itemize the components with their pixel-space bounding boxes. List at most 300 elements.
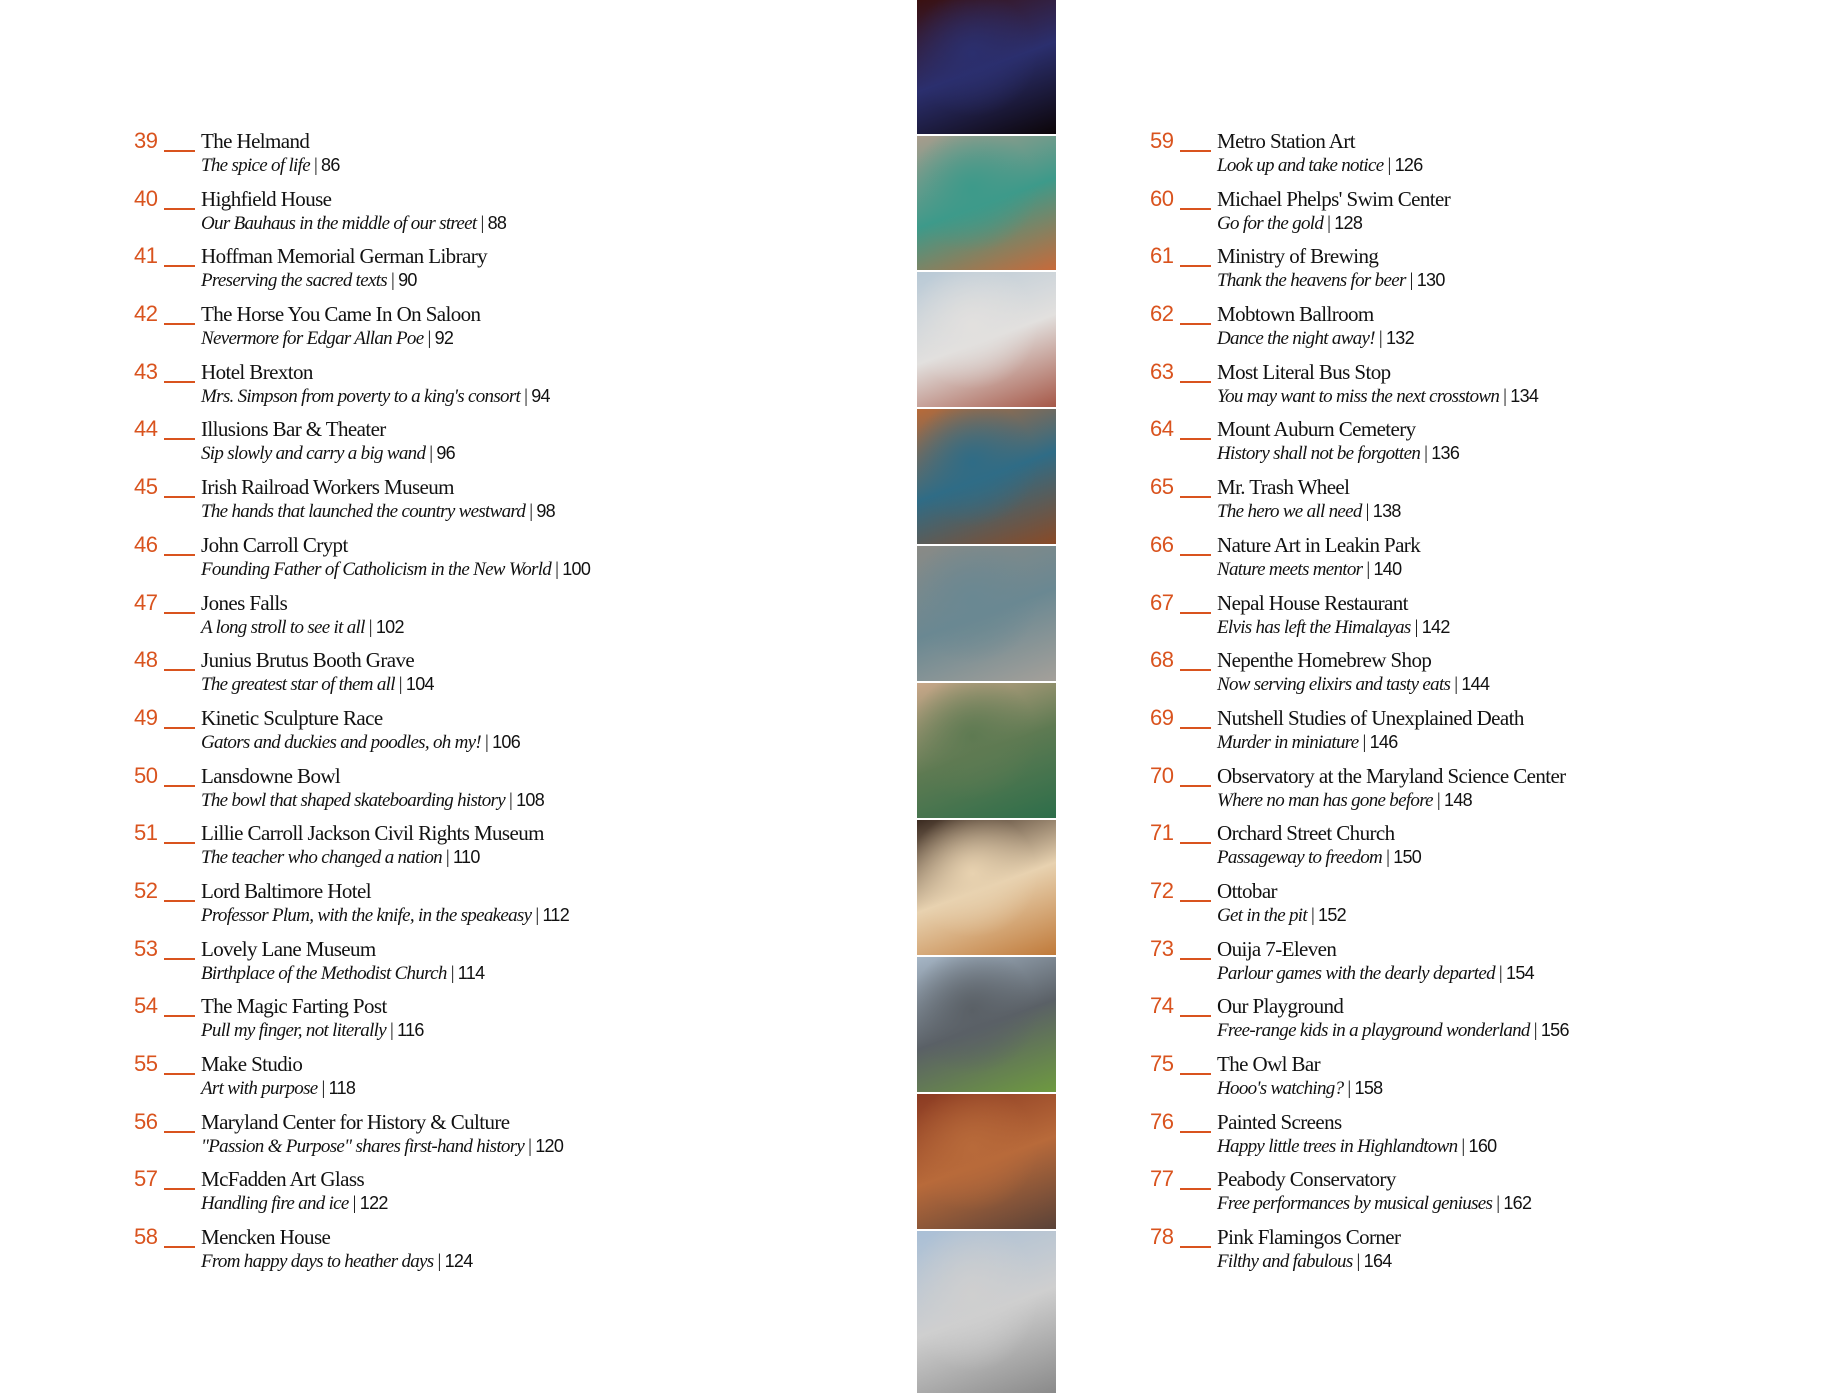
entry-body xyxy=(201,129,340,178)
entry-number: 45 xyxy=(134,474,158,500)
entry-number: 75 xyxy=(1150,1051,1174,1076)
entry-title: Ministry of Brewing xyxy=(1217,244,1379,269)
entry-page-number: 128 xyxy=(1334,212,1363,233)
entry-separator: | xyxy=(480,212,484,234)
entry-subtitle xyxy=(201,326,480,351)
entry-rule-divider xyxy=(1180,1246,1211,1248)
entry-body xyxy=(1217,591,1450,640)
entry-body xyxy=(1217,417,1459,466)
entry-subtitle xyxy=(201,1076,355,1101)
entry-number: 55 xyxy=(134,1051,158,1076)
entry-rule-divider xyxy=(164,958,195,960)
photo-thumbnail xyxy=(917,272,1056,409)
entry-page-number: 162 xyxy=(1503,1193,1532,1214)
entry-body xyxy=(201,879,569,928)
entry-body xyxy=(1217,533,1420,582)
entry-separator: | xyxy=(1461,1135,1465,1157)
entry-rule-divider xyxy=(164,150,195,152)
entry-tagline: "Passion & Purpose" shares first-hand history xyxy=(201,1135,525,1157)
entry-tagline: Passageway to freedom xyxy=(1217,847,1383,869)
entry-tagline: Free performances by musical geniuses xyxy=(1217,1193,1493,1215)
entry-body xyxy=(201,764,544,813)
entry-tagline: A long stroll to see it all xyxy=(201,616,365,638)
entry-rule-divider xyxy=(1180,265,1211,267)
entry-title: Mencken House xyxy=(201,1225,331,1250)
entry-separator: | xyxy=(1356,1251,1360,1273)
entry-number: 48 xyxy=(134,647,158,673)
entry-number: 64 xyxy=(1150,416,1174,442)
entry-number: 39 xyxy=(134,128,158,153)
entry-subtitle xyxy=(1217,326,1414,351)
photo-thumbnail xyxy=(917,683,1056,820)
entry-body xyxy=(201,706,520,755)
entry-body xyxy=(1217,1052,1382,1101)
entry-page-number: 118 xyxy=(328,1078,356,1098)
photo-thumbnail xyxy=(917,1231,1056,1395)
photo-thumbnail xyxy=(917,546,1056,683)
entry-tagline: The greatest star of them all xyxy=(201,674,395,696)
entry-tagline: Mrs. Simpson from poverty to a king's consort xyxy=(201,385,521,407)
entry-rule-divider xyxy=(1180,1073,1211,1075)
entry-number: 49 xyxy=(134,704,158,730)
entry-title: Maryland Center for History & Culture xyxy=(201,1109,510,1134)
entry-subtitle xyxy=(1217,384,1538,409)
entry-tagline: Pull my finger, not literally xyxy=(201,1020,386,1042)
entry-page-number: 86 xyxy=(321,155,340,175)
entry-title: Kinetic Sculpture Race xyxy=(201,705,383,730)
entry-tagline: Handling fire and ice xyxy=(201,1193,349,1215)
entry-title: Illusions Bar & Theater xyxy=(201,417,386,442)
photo-thumbnail xyxy=(917,0,1056,136)
entry-number: 68 xyxy=(1150,647,1174,673)
entry-page-number: 120 xyxy=(535,1135,564,1156)
entry-subtitle xyxy=(1217,268,1445,293)
entry-title: Peabody Conservatory xyxy=(1217,1167,1396,1192)
entry-page-number: 134 xyxy=(1510,385,1539,406)
entry-subtitle xyxy=(201,788,544,813)
entry-number: 67 xyxy=(1150,589,1174,615)
entry-page-number: 150 xyxy=(1393,847,1422,868)
entry-body xyxy=(1217,360,1538,409)
entry-separator: | xyxy=(1327,212,1331,234)
entry-subtitle xyxy=(1217,961,1534,986)
entry-title: Metro Station Art xyxy=(1217,129,1355,153)
entry-rule-divider xyxy=(164,612,195,614)
entry-title: Highfield House xyxy=(201,186,332,211)
entry-separator: | xyxy=(524,385,528,407)
photo-thumbnail xyxy=(917,820,1056,957)
entry-title: Mount Auburn Cemetery xyxy=(1217,417,1416,442)
entry-body xyxy=(1217,706,1524,755)
entry-page-number: 122 xyxy=(359,1193,388,1214)
entry-separator: | xyxy=(1436,789,1441,811)
entry-title: Most Literal Bus Stop xyxy=(1217,359,1391,384)
entry-subtitle xyxy=(201,903,569,928)
entry-number: 57 xyxy=(134,1166,158,1192)
entry-separator: | xyxy=(1533,1020,1537,1042)
entry-subtitle xyxy=(1217,499,1401,524)
entry-number: 63 xyxy=(1150,358,1174,384)
entry-subtitle xyxy=(1217,615,1450,640)
entry-subtitle xyxy=(1217,1076,1382,1101)
entry-tagline: Now serving elixirs and tasty eats xyxy=(1217,674,1451,696)
entry-separator: | xyxy=(1503,385,1507,407)
entry-body xyxy=(1217,302,1414,351)
entry-page-number: 154 xyxy=(1506,962,1534,983)
entry-tagline: Get in the pit xyxy=(1217,904,1307,926)
entry-title: Irish Railroad Workers Museum xyxy=(201,475,454,500)
entry-number: 66 xyxy=(1150,531,1174,557)
entry-page-number: 116 xyxy=(397,1020,424,1041)
entry-page-number: 156 xyxy=(1540,1020,1569,1041)
entry-rule-divider xyxy=(1180,900,1211,902)
entry-body xyxy=(1217,879,1346,928)
entry-subtitle xyxy=(201,441,455,466)
entry-rule-divider xyxy=(1180,1015,1211,1017)
entry-separator: | xyxy=(485,731,489,753)
entry-number: 77 xyxy=(1150,1166,1174,1192)
entry-subtitle xyxy=(201,730,520,755)
entry-rule-divider xyxy=(164,1131,195,1133)
entry-body xyxy=(201,937,484,986)
entry-number: 50 xyxy=(134,762,158,788)
entry-title: Hotel Brexton xyxy=(201,359,313,384)
entry-page-number: 98 xyxy=(536,501,555,522)
entry-rule-divider xyxy=(1180,438,1211,440)
photo-thumbnail xyxy=(917,409,1056,546)
entry-page-number: 142 xyxy=(1421,616,1450,637)
entry-body xyxy=(1217,475,1401,524)
entry-title: Pink Flamingos Corner xyxy=(1217,1225,1401,1250)
entry-body xyxy=(201,648,434,697)
entry-title: Our Playground xyxy=(1217,994,1344,1019)
entry-body xyxy=(201,994,424,1043)
entry-rule-divider xyxy=(1180,554,1211,556)
entry-separator: | xyxy=(398,674,402,696)
entry-page-number: 114 xyxy=(457,962,485,983)
entry-title: Nutshell Studies of Unexplained Death xyxy=(1217,705,1524,730)
entry-rule-divider xyxy=(1180,323,1211,325)
entry-body xyxy=(1217,244,1445,293)
entry-page-number: 108 xyxy=(516,789,545,810)
entry-page-number: 130 xyxy=(1416,270,1445,291)
entry-page-number: 102 xyxy=(375,616,404,637)
entry-number: 41 xyxy=(134,243,158,269)
entry-tagline: The hero we all need xyxy=(1217,501,1362,523)
entry-rule-divider xyxy=(1180,381,1211,383)
entry-page-number: 100 xyxy=(562,558,591,579)
entry-page-number: 140 xyxy=(1373,558,1402,579)
entry-body xyxy=(1217,764,1566,813)
entry-page-number: 146 xyxy=(1369,731,1398,752)
entry-body xyxy=(201,187,506,236)
entry-subtitle xyxy=(1217,1249,1400,1274)
photo-strip xyxy=(917,0,1056,1395)
entry-tagline: The teacher who changed a nation xyxy=(201,847,442,869)
entry-title: Lovely Lane Museum xyxy=(201,936,376,961)
entry-title: Mobtown Ballroom xyxy=(1217,302,1374,327)
entry-rule-divider xyxy=(1180,842,1211,844)
entry-tagline: The spice of life xyxy=(201,155,310,176)
entry-number: 53 xyxy=(134,935,158,961)
entry-rule-divider xyxy=(1180,496,1211,498)
entry-rule-divider xyxy=(164,265,195,267)
entry-number: 70 xyxy=(1150,762,1174,788)
entry-body xyxy=(201,1167,388,1216)
entry-separator: | xyxy=(1454,674,1458,696)
entry-body xyxy=(201,533,590,582)
entry-separator: | xyxy=(1496,1193,1500,1215)
entry-tagline: The hands that launched the country westward xyxy=(201,501,526,523)
entry-rule-divider xyxy=(1180,727,1211,729)
entry-number: 42 xyxy=(134,301,158,327)
entry-tagline: The bowl that shaped skateboarding history xyxy=(201,789,505,811)
entry-number: 40 xyxy=(134,185,158,211)
entry-title: Jones Falls xyxy=(201,590,288,615)
entry-tagline: Professor Plum, with the knife, in the speakeasy xyxy=(201,904,532,926)
entry-number: 46 xyxy=(134,531,158,557)
entry-title: Make Studio xyxy=(201,1052,303,1076)
entry-number: 73 xyxy=(1150,935,1174,961)
entry-separator: | xyxy=(508,789,513,811)
entry-number: 51 xyxy=(134,820,158,846)
entry-separator: | xyxy=(1365,501,1369,523)
entry-title: The Helmand xyxy=(201,129,310,153)
entry-rule-divider xyxy=(1180,958,1211,960)
entry-rule-divider xyxy=(164,900,195,902)
entry-subtitle xyxy=(1217,1191,1531,1216)
entry-separator: | xyxy=(391,270,395,292)
entry-rule-divider xyxy=(164,669,195,671)
entry-page-number: 112 xyxy=(542,904,570,925)
entry-number: 59 xyxy=(1150,128,1174,153)
entry-separator: | xyxy=(352,1193,356,1215)
entry-separator: | xyxy=(437,1251,441,1273)
entry-body xyxy=(201,821,544,870)
entry-number: 60 xyxy=(1150,185,1174,211)
entry-title: Lansdowne Bowl xyxy=(201,763,341,788)
entry-body xyxy=(1217,1225,1400,1274)
entry-subtitle xyxy=(1217,557,1420,582)
entry-number: 76 xyxy=(1150,1108,1174,1134)
entry-page-number: 126 xyxy=(1394,155,1423,175)
entry-title: Painted Screens xyxy=(1217,1109,1342,1134)
entry-separator: | xyxy=(368,616,372,638)
entry-subtitle xyxy=(1217,211,1450,236)
entry-tagline: Sip slowly and carry a big wand xyxy=(201,443,426,465)
entry-separator: | xyxy=(313,155,318,176)
entry-subtitle xyxy=(201,615,404,640)
entry-title: Ottobar xyxy=(1217,878,1277,903)
entry-body xyxy=(1217,937,1534,986)
entry-subtitle xyxy=(201,1018,424,1043)
entry-subtitle xyxy=(1217,903,1346,928)
entry-separator: | xyxy=(1347,1078,1351,1099)
entry-separator: | xyxy=(1366,558,1370,580)
entry-separator: | xyxy=(450,962,454,984)
entry-rule-divider xyxy=(1180,785,1211,787)
entry-page-number: 164 xyxy=(1363,1251,1392,1272)
entry-rule-divider xyxy=(164,208,195,210)
entry-number: 69 xyxy=(1150,704,1174,730)
entry-subtitle xyxy=(1217,153,1423,178)
entry-rule-divider xyxy=(164,1073,195,1075)
entry-separator: | xyxy=(1310,904,1315,926)
entry-title: McFadden Art Glass xyxy=(201,1167,365,1192)
entry-rule-divider xyxy=(164,1015,195,1017)
entry-title: Nature Art in Leakin Park xyxy=(1217,532,1421,557)
entry-tagline: Happy little trees in Highlandtown xyxy=(1217,1135,1458,1157)
entry-separator: | xyxy=(528,1135,532,1157)
entry-page-number: 158 xyxy=(1354,1078,1383,1098)
entry-body xyxy=(201,360,550,409)
photo-thumbnail xyxy=(917,957,1056,1094)
entry-tagline: Art with purpose xyxy=(201,1078,318,1099)
entry-separator: | xyxy=(535,904,539,926)
entry-page-number: 152 xyxy=(1318,904,1346,925)
entry-page-number: 94 xyxy=(531,385,550,406)
entry-separator: | xyxy=(1362,731,1366,753)
entry-separator: | xyxy=(1498,962,1503,984)
entry-title: The Owl Bar xyxy=(1217,1052,1321,1076)
entry-tagline: Founding Father of Catholicism in the New World xyxy=(201,558,552,580)
entry-tagline: You may want to miss the next crosstown xyxy=(1217,385,1500,407)
entry-tagline: Preserving the sacred texts xyxy=(201,270,387,292)
entry-body xyxy=(201,302,480,351)
entry-title: John Carroll Crypt xyxy=(201,532,348,557)
entry-rule-divider xyxy=(1180,1131,1211,1133)
entry-number: 52 xyxy=(134,877,158,903)
entry-body xyxy=(1217,648,1489,697)
entry-body xyxy=(201,417,455,466)
entry-body xyxy=(201,591,404,640)
entry-title: Junius Brutus Booth Grave xyxy=(201,648,415,673)
entry-page-number: 104 xyxy=(405,674,434,695)
entry-page-number: 144 xyxy=(1461,674,1490,695)
entry-separator: | xyxy=(1378,328,1382,350)
entry-subtitle xyxy=(1217,1018,1569,1043)
entry-subtitle xyxy=(201,499,555,524)
entry-rule-divider xyxy=(164,842,195,844)
entry-number: 62 xyxy=(1150,301,1174,327)
entry-subtitle xyxy=(1217,672,1489,697)
entry-subtitle xyxy=(201,268,487,293)
entry-title: The Magic Farting Post xyxy=(201,994,387,1019)
entry-rule-divider xyxy=(1180,669,1211,671)
entry-separator: | xyxy=(427,328,431,350)
entry-page-number: 160 xyxy=(1468,1135,1497,1156)
entry-body xyxy=(1217,129,1423,178)
entry-rule-divider xyxy=(164,1188,195,1190)
entry-separator: | xyxy=(1409,270,1413,292)
entry-title: The Horse You Came In On Saloon xyxy=(201,302,481,327)
entry-number: 65 xyxy=(1150,474,1174,500)
entry-rule-divider xyxy=(1180,208,1211,210)
entry-tagline: From happy days to heather days xyxy=(201,1251,434,1273)
entry-page-number: 96 xyxy=(436,443,455,464)
entry-tagline: Where no man has gone before xyxy=(1217,789,1433,811)
entry-title: Ouija 7-Eleven xyxy=(1217,936,1337,961)
entry-number: 54 xyxy=(134,993,158,1019)
entry-separator: | xyxy=(555,558,559,580)
entry-subtitle xyxy=(1217,730,1524,755)
entry-number: 78 xyxy=(1150,1224,1174,1250)
entry-rule-divider xyxy=(1180,612,1211,614)
entry-subtitle xyxy=(1217,788,1566,813)
entry-rule-divider xyxy=(164,381,195,383)
entry-body xyxy=(201,1052,355,1101)
entry-tagline: Dance the night away! xyxy=(1217,328,1375,350)
entry-separator: | xyxy=(1414,616,1418,638)
entry-body xyxy=(1217,994,1569,1043)
entry-rule-divider xyxy=(1180,150,1211,152)
photo-thumbnail xyxy=(917,136,1056,272)
entry-tagline: Free-range kids in a playground wonderland xyxy=(1217,1020,1530,1042)
entry-title: Observatory at the Maryland Science Center xyxy=(1217,763,1566,788)
entry-tagline: Hooo's watching? xyxy=(1217,1078,1344,1099)
entry-page-number: 92 xyxy=(434,328,454,349)
entry-title: Lillie Carroll Jackson Civil Rights Museum xyxy=(201,821,544,846)
entry-body xyxy=(1217,821,1421,870)
entry-body xyxy=(201,244,487,293)
entry-body xyxy=(201,1110,563,1159)
entry-subtitle xyxy=(201,1249,473,1274)
entry-separator: | xyxy=(1386,847,1390,869)
entry-title: Mr. Trash Wheel xyxy=(1217,475,1350,500)
entry-page-number: 138 xyxy=(1372,501,1401,522)
entry-tagline: Elvis has left the Himalayas xyxy=(1217,616,1411,638)
entry-subtitle xyxy=(201,153,340,178)
entry-tagline: Thank the heavens for beer xyxy=(1217,270,1406,292)
entry-tagline: Murder in miniature xyxy=(1217,731,1359,753)
entry-body xyxy=(1217,1167,1531,1216)
entry-page-number: 136 xyxy=(1431,443,1460,464)
entry-title: Michael Phelps' Swim Center xyxy=(1217,186,1451,211)
entry-page-number: 106 xyxy=(492,731,521,752)
photo-thumbnail xyxy=(917,1094,1056,1231)
entry-rule-divider xyxy=(164,785,195,787)
entry-rule-divider xyxy=(164,438,195,440)
entry-number: 71 xyxy=(1150,820,1174,846)
entry-separator: | xyxy=(389,1020,394,1042)
entry-separator: | xyxy=(1424,443,1428,465)
entry-subtitle xyxy=(201,1191,388,1216)
entry-tagline: Filthy and fabulous xyxy=(1217,1251,1353,1273)
entry-subtitle xyxy=(201,845,544,870)
entry-number: 72 xyxy=(1150,877,1174,903)
entry-title: Lord Baltimore Hotel xyxy=(201,878,371,903)
entry-rule-divider xyxy=(164,727,195,729)
entry-subtitle xyxy=(1217,1134,1496,1159)
entry-separator: | xyxy=(445,847,450,869)
entry-number: 61 xyxy=(1150,243,1174,269)
entry-tagline: Look up and take notice xyxy=(1217,155,1384,176)
entry-tagline: Birthplace of the Methodist Church xyxy=(201,962,447,984)
entry-title: Hoffman Memorial German Library xyxy=(201,244,487,269)
entry-number: 44 xyxy=(134,416,158,442)
entry-page-number: 148 xyxy=(1444,789,1472,810)
entry-page-number: 90 xyxy=(398,270,417,291)
entry-body xyxy=(1217,187,1450,236)
entry-subtitle xyxy=(201,672,434,697)
entry-rule-divider xyxy=(1180,1188,1211,1190)
entry-number: 47 xyxy=(134,589,158,615)
entry-page-number: 88 xyxy=(487,212,507,233)
entry-number: 58 xyxy=(134,1224,158,1250)
entry-rule-divider xyxy=(164,323,195,325)
entry-tagline: History shall not be forgotten xyxy=(1217,443,1421,465)
entry-body xyxy=(201,1225,473,1274)
